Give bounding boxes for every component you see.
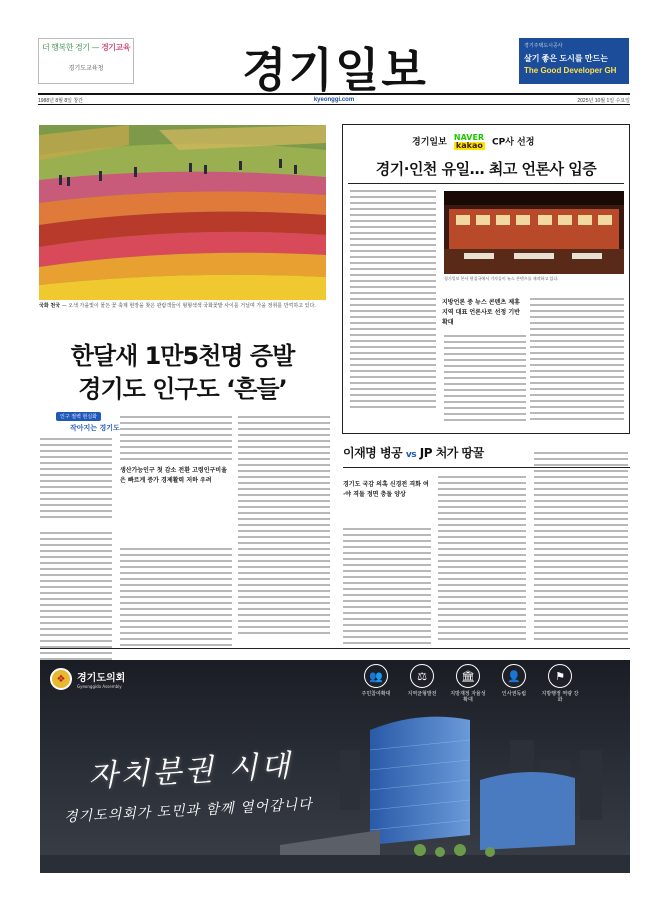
people-icon: 👥 <box>364 664 388 688</box>
population-col2-top <box>120 416 232 464</box>
versus-label: vs <box>405 450 417 460</box>
photo-caption: 국화 천국 — 오색 가을빛이 물든 꽃 축제 현장을 찾은 관람객들이 형형색색 국화꽃밭 사이를 거닐며 가을 정취를 만끽하고 있다. <box>39 303 316 309</box>
issue-date: 2025년 10월 1일 수요일 <box>577 98 630 104</box>
second-col2 <box>438 476 526 644</box>
council-logo[interactable] <box>50 668 125 690</box>
person-icon: 👤 <box>502 664 526 688</box>
lead-headline[interactable] <box>40 340 325 406</box>
icon-label: 인사권독립 <box>501 691 527 697</box>
series-tag: 인구 절벽 현실화 <box>56 412 101 421</box>
icon-item-balance <box>402 664 442 703</box>
founding-date: 1988년 8월 8일 창간 <box>38 98 84 104</box>
newsroom-photo[interactable] <box>444 191 624 274</box>
icon-label: 지역균형발전 <box>407 691 437 697</box>
second-col1 <box>343 528 431 648</box>
icon-item-participation <box>356 664 396 703</box>
icon-label: 지방행정 역량 강화 <box>541 691 579 703</box>
second-col3 <box>534 452 628 644</box>
population-col3 <box>238 416 330 638</box>
naver-logo: NAVER <box>453 133 485 142</box>
icon-label: 주민참여확대 <box>361 691 391 697</box>
feature-text-col3 <box>530 298 624 424</box>
second-headline-a: 이재명 병공 <box>343 446 403 460</box>
photo-image <box>39 125 326 300</box>
population-pull-quote: 생산가능인구 첫 감소 전환 고령인구비율은 빠르게 증가 경제활력 저하 우려 <box>120 467 227 484</box>
kakao-logo: kakao <box>455 141 483 150</box>
feature-text-col1 <box>350 190 436 412</box>
banner-icon-row <box>356 664 580 703</box>
council-english-name: Gyeonggido Assembly <box>77 684 122 689</box>
scale-icon: ⚖ <box>410 664 434 688</box>
feature-text-col2 <box>444 335 526 425</box>
newsroom-image <box>444 191 624 274</box>
icon-item-administration <box>540 664 580 703</box>
education-office-ad[interactable] <box>38 38 134 84</box>
council-emblem-icon: ❖ <box>50 668 72 690</box>
banner-subtitle: 경기도의회가 도민과 함께 열어갑니다 <box>63 796 314 826</box>
council-name: 경기도의회 <box>77 673 126 684</box>
gh-ad[interactable] <box>519 38 629 84</box>
lead-headline-line1: 한달새 1만5천명 증발 <box>70 342 295 370</box>
ad-divider <box>40 648 630 649</box>
second-headline-b: JP 처가 땅꿀 <box>419 446 484 460</box>
gh-ad-line1: 살기 좋은 도시를 만드는 <box>524 54 608 63</box>
population-col2-bottom <box>120 548 232 650</box>
website-link[interactable]: kyeonggi.com <box>313 97 355 103</box>
brand-name: 경기일보 <box>412 137 447 148</box>
flag-icon: ⚑ <box>548 664 572 688</box>
ad-slogan: 더 행복한 경기 — 경기교육 <box>42 42 130 52</box>
icon-item-finance <box>448 664 488 703</box>
feature-brand-row <box>412 134 534 150</box>
building-icon: 🏛 <box>456 664 480 688</box>
lead-headline-line2: 경기도 인구도 ‘흔들’ <box>78 375 287 403</box>
icon-label: 지방재정 자율성 확대 <box>450 691 486 703</box>
newspaper-logo[interactable]: 경기일보 <box>242 43 428 97</box>
ad-org: 경기도교육청 <box>68 65 104 72</box>
icon-item-personnel <box>494 664 534 703</box>
dateline-bar <box>38 93 630 105</box>
feature-subhead: 지방언론 중 뉴스 콘텐츠 제휴 지역 대표 언론사로 선정 기반 확대 <box>442 299 520 326</box>
feature-divider <box>348 183 624 184</box>
gh-ad-line2: The Good Developer GH <box>524 66 617 75</box>
cp-selection: CP사 선정 <box>492 137 535 148</box>
banner-title: 자치분권 시대 <box>87 748 294 795</box>
series-title[interactable]: 작아지는 경기도 <box>70 424 120 432</box>
newsroom-caption: 경기일보 본사 편집국에서 기자들이 뉴스 콘텐츠를 제작하고 있다. <box>444 276 559 281</box>
feature-headline[interactable]: 경기·인천 유일… 최고 언론사 입증 <box>375 160 597 178</box>
second-subhead: 경기도 국감 의혹 신경전 격화 여·야 격돌 정면 충돌 양상 <box>343 481 429 498</box>
gh-ad-small: 경기주택도시공사 <box>524 43 563 49</box>
chrysanthemum-festival-photo[interactable] <box>39 125 326 300</box>
